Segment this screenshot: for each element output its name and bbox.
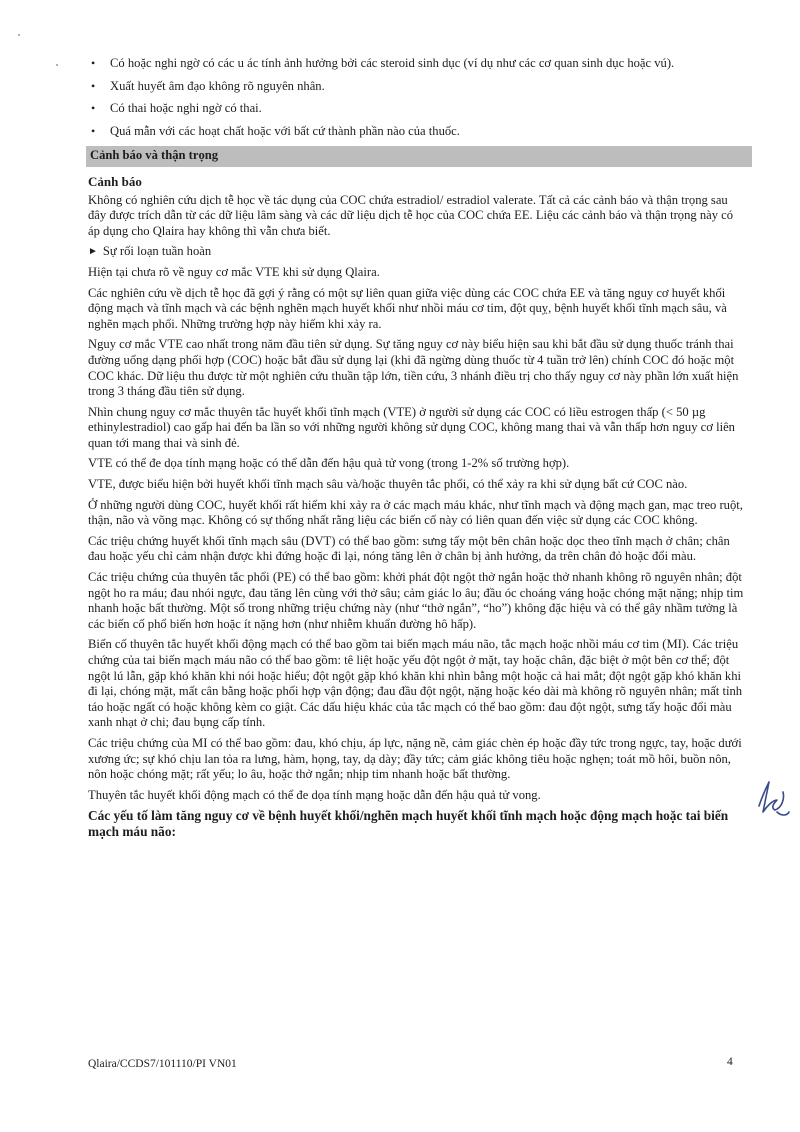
intro-paragraph: Không có nghiên cứu dịch tễ học về tác dụng của COC chứa estradiol/ estradiol valerate. Tất cả các cảnh báo và thận trọng sau đây được trích dẫn từ các dữ liệu lâm sàng và các dữ liệu dịch tễ học của COC chứa EE. Liệu các cảnh báo và thận trọng này có áp dụng cho Qlaira hay không thì vẫn chưa biết. <box>88 192 734 238</box>
list-item: • Xuất huyết âm đạo không rõ nguyên nhân. <box>91 78 325 93</box>
list-item: • Có thai hoặc nghi ngờ có thai. <box>91 101 262 116</box>
paragraph: VTE, được biểu hiện bởi huyết khối tĩnh mạch sâu và/hoặc thuyên tắc phổi, có thể xảy ra khi sử dụng bất cứ COC nào. <box>88 477 688 492</box>
paragraph: Các nghiên cứu về dịch tễ học đã gợi ý rằng có một sự liên quan giữa việc dùng các COC chứa EE và tăng nguy cơ huyết khối động mạch và tĩnh mạch và các bệnh nghẽn mạch huyết khối như nhồi máu cơ tim, đột quỵ, bệnh huyết khối tĩnh mạch sâu, và nghẽn mạch phổi. Những trường hợp này hiếm khi xảy ra. <box>88 285 727 331</box>
subheading: Cảnh báo <box>88 173 142 189</box>
scan-speck <box>56 64 58 66</box>
bullet-icon: • <box>91 78 96 93</box>
contraindication-list <box>88 56 746 139</box>
paragraph: VTE có thể đe dọa tính mạng hoặc có thể dẫn đến hậu quả tử vong (trong 1-2% số trường hợp). <box>88 456 570 471</box>
paragraph: Nhìn chung nguy cơ mắc thuyên tắc huyết khối tĩnh mạch (VTE) ở người sử dụng các COC có liều estrogen thấp (< 50 µg ethinylestradiol) cao gấp hai đến ba lần so với những người không sử dụng COC, không mang thai và vẫn thấp hơn nguy cơ liên quan tới mang thai và sinh đẻ. <box>88 404 735 450</box>
list-item: • Quá mẫn với các hoạt chất hoặc với bất cứ thành phần nào của thuốc. <box>91 123 460 138</box>
paragraph: Các triệu chứng của MI có thể bao gồm: đau, khó chịu, áp lực, nặng nề, cảm giác chèn ép hoặc đầy tức trong ngực, tay, hoặc dưới xương ức; sự khó chịu lan tỏa ra lưng, hàm, họng, tay, dạ dày; đầy tức; cảm giác không tiêu hoặc nghẹn; toát mồ hôi, buồn nôn, nôn hoặc chóng mặt; rất yếu; lo âu, hoặc thở ngắn; nhịp tim nhanh hoặc bất thường. <box>88 735 742 782</box>
paragraph: Ở những người dùng COC, huyết khối rất hiếm khi xảy ra ở các mạch máu khác, như tĩnh mạch và động mạch gan, mạc treo ruột, thận, não và võng mạc. Không có sự thống nhất rằng liệu các biến cố này có liên quan đến việc sử dụng các COC không. <box>88 497 743 528</box>
handwritten-initials <box>753 776 793 820</box>
subsection-heading <box>88 244 746 260</box>
bullet-icon: • <box>91 56 96 70</box>
section-title-bar: Cảnh báo và thận trọng <box>86 146 752 167</box>
page-content <box>88 56 746 840</box>
paragraph: Thuyên tắc huyết khối động mạch có thể đe dọa tính mạng hoặc dẫn đến hậu quả tử vong. <box>88 787 541 802</box>
subsection-title: Sự rối loạn tuần hoàn <box>102 244 212 259</box>
paragraph: Hiện tại chưa rõ về nguy cơ mắc VTE khi sử dụng Qlaira. <box>88 264 380 279</box>
paragraph: Các triệu chứng huyết khối tĩnh mạch sâu (DVT) có thể bao gồm: sưng tấy một bên chân hoặc dọc theo tĩnh mạch ở chân; chân đau hoặc yếu chỉ cảm nhận được khi đứng hoặc đi lại, nóng tăng lên ở chân bị ảnh hưởng, da trên chân đỏ hoặc đổi màu. <box>88 533 730 564</box>
triangle-right-icon: ► <box>88 246 98 258</box>
bullet-icon: • <box>91 101 96 116</box>
risk-factors-heading: Các yếu tố làm tăng nguy cơ về bệnh huyết khối/nghẽn mạch huyết khối tĩnh mạch hoặc động mạch hoặc tai biến mạch máu não: <box>88 808 729 840</box>
page-number: 4 <box>727 1056 733 1068</box>
paragraph: Biến cố thuyên tắc huyết khối động mạch có thể bao gồm tai biến mạch máu não, tắc mạch hoặc nhồi máu cơ tim (MI). Các triệu chứng của tai biến mạch máu não có thể bao gồm: tê liệt hoặc yếu đột ngột ở mặt, tay hoặc chân, đặc biệt ở một bên cơ thể; đột ngột lú lẫn, gặp khó khăn khi nói hoặc hiểu; đột ngột gặp khó khăn khi nhìn bằng một hoặc cả hai mắt; đột ngột gặp khó khăn khi đi lại, chóng mặt, mất cân bằng hoặc phối hợp vận động; đau đầu đột ngột, nặng hoặc kéo dài mà không rõ nguyên nhân; mất tỉnh táo hoặc ngất có hoặc không kèm co giật. Các dấu hiệu khác của tắc mạch có thể bao gồm: đau đột ngột, sưng tấy hoặc đổi màu xanh nhạt ở chi; đau bụng cấp tính. <box>88 637 743 730</box>
bullet-icon: • <box>91 123 96 138</box>
list-item: • Có hoặc nghi ngờ có các u ác tính ảnh hưởng bởi các steroid sinh dục (ví dụ như các cơ quan sinh dục hoặc vú). <box>91 56 675 70</box>
document-code: Qlaira/CCDS7/101110/PI VN01 <box>88 1058 237 1070</box>
paragraph: Nguy cơ mắc VTE cao nhất trong năm đầu tiên sử dụng. Sự tăng nguy cơ này biểu hiện sau khi bắt đầu sử dụng thuốc tránh thai đường uống dạng phối hợp (COC) hoặc bắt đầu sử dụng lại (khi đã ngừng dùng thuốc từ 4 tuần trở lên) chính COC đó hoặc một COC khác. Dữ liệu thu được từ một nghiên cứu thuần tập lớn, tiền cứu, 3 nhánh điều trị cho thấy nguy cơ này phần lớn xuất hiện trong 3 tháng đầu tiên sử dụng. <box>88 337 739 399</box>
paragraph: Các triệu chứng của thuyên tắc phổi (PE) có thể bao gồm: khởi phát đột ngột thở ngắn hoặc thở nhanh không rõ nguyên nhân; đột ngột ho ra máu; đau nhói ngực, đau tăng lên cùng với thở sâu; cảm giác lo âu; đầu óc choáng váng hoặc chóng mặt nặng; nhịp tim nhanh hoặc bất thường. Một số trong những triệu chứng này (như “thở ngắn”, “ho”) không đặc hiệu và có thể gây nhầm tưởng là các biến cố phổ biến hơn hoặc ít nặng hơn (như nhiễm khuẩn đường hô hấp). <box>88 570 744 631</box>
scan-speck <box>18 34 20 36</box>
